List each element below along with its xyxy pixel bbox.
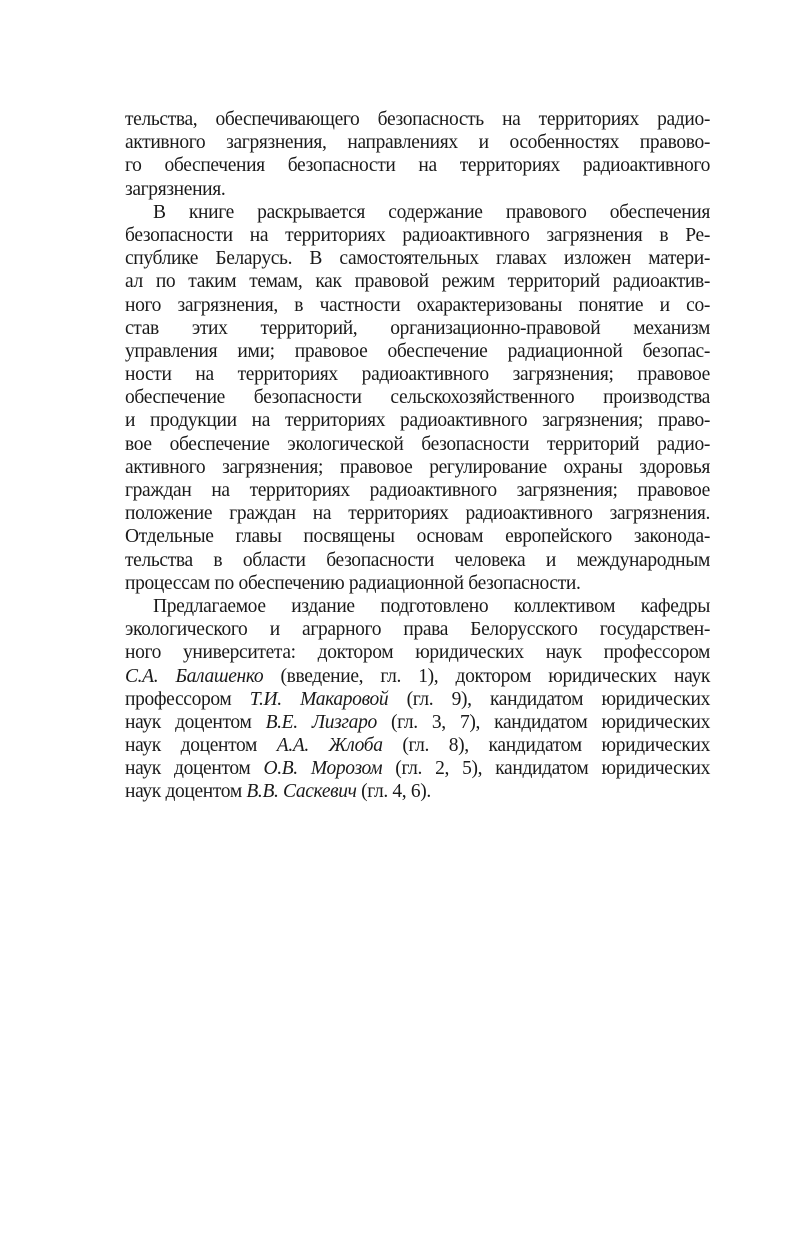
text-line: В книге раскрывается содержание правового обеспечения <box>153 201 710 223</box>
author-name: А.А. Жлоба <box>276 735 383 757</box>
text-line: спублике Беларусь. В самостоятельных главах изложен матери- <box>125 248 710 270</box>
text-line: активного загрязнения, направлениях и особенностях правово- <box>125 132 710 154</box>
text-line: процессам по обеспечению радиационной безопасности. <box>125 572 581 594</box>
text-line: активного загрязнения; правовое регулирование охраны здоровья <box>125 456 710 478</box>
text-line: ности на территориях радиоактивного загрязнения; правовое <box>125 364 710 386</box>
text-line: го обеспечения безопасности на территориях радиоактивного <box>125 155 710 177</box>
document-page <box>125 108 710 804</box>
text-line: Предлагаемое издание подготовлено коллективом кафедры <box>153 595 710 617</box>
text-fragment: (введение, гл. 1), доктором юридических наук <box>263 665 710 687</box>
text-line <box>125 665 710 688</box>
text-fragment: наук доцентом <box>125 781 247 803</box>
text-fragment: наук доцентом <box>125 735 277 757</box>
text-fragment: наук доцентом <box>125 758 264 780</box>
text-line: Отдельные главы посвящены основам европейского законода- <box>125 526 710 548</box>
text-line <box>125 734 710 757</box>
text-fragment: профессором <box>125 688 250 710</box>
text-line: ного загрязнения, в частности охарактеризованы понятие и со- <box>125 294 710 316</box>
text-line: ного университета: доктором юридических наук профессором <box>125 642 710 664</box>
paragraph-2 <box>125 201 710 595</box>
paragraph-1 <box>125 108 710 201</box>
text-line: граждан на территориях радиоактивного загрязнения; правовое <box>125 480 710 501</box>
text-line <box>125 711 710 734</box>
text-line: безопасности на территориях радиоактивного загрязнения в Ре- <box>125 224 710 246</box>
text-line: ал по таким темам, как правовой режим территорий радиоактив- <box>125 271 710 293</box>
text-line: управления ими; правовое обеспечение радиационной безопас- <box>125 340 710 362</box>
text-fragment: (гл. 3, 7), кандидатом юридических <box>376 711 711 733</box>
text-fragment: (гл. 8), кандидатом юридических <box>382 735 710 757</box>
text-line: экологического и аграрного права Белорусского государствен- <box>125 619 710 641</box>
text-fragment: (гл. 9), кандидатом юридических <box>388 688 710 710</box>
text-line <box>125 780 710 803</box>
author-name: Т.И. Макаровой <box>249 688 389 710</box>
text-line: обеспечение безопасности сельскохозяйственного производства <box>125 387 710 409</box>
author-name: О.В. Морозом <box>263 758 383 780</box>
paragraph-3 <box>125 595 710 804</box>
text-line: тельства, обеспечивающего безопасность на территориях радио- <box>125 109 710 130</box>
text-fragment: наук доцентом <box>125 711 266 733</box>
text-line: положение граждан на территориях радиоактивного загрязнения. <box>125 503 710 525</box>
text-fragment: (гл. 4, 6). <box>356 781 431 803</box>
text-line: став этих территорий, организационно-правовой механизм <box>125 317 710 339</box>
text-fragment: (гл. 2, 5), кандидатом юридических <box>382 758 711 780</box>
text-line <box>125 688 710 711</box>
author-name: В.В. Саскевич <box>246 781 357 803</box>
text-line: загрязнения. <box>125 178 226 200</box>
text-line: вое обеспечение экологической безопасности территорий радио- <box>125 433 710 455</box>
text-line: и продукции на территориях радиоактивного загрязнения; право- <box>125 410 710 432</box>
text-line <box>125 757 710 780</box>
author-name: С.А. Балашенко <box>125 665 264 687</box>
text-line: тельства в области безопасности человека и международным <box>125 549 710 571</box>
author-name: В.Е. Лизгаро <box>265 711 377 733</box>
